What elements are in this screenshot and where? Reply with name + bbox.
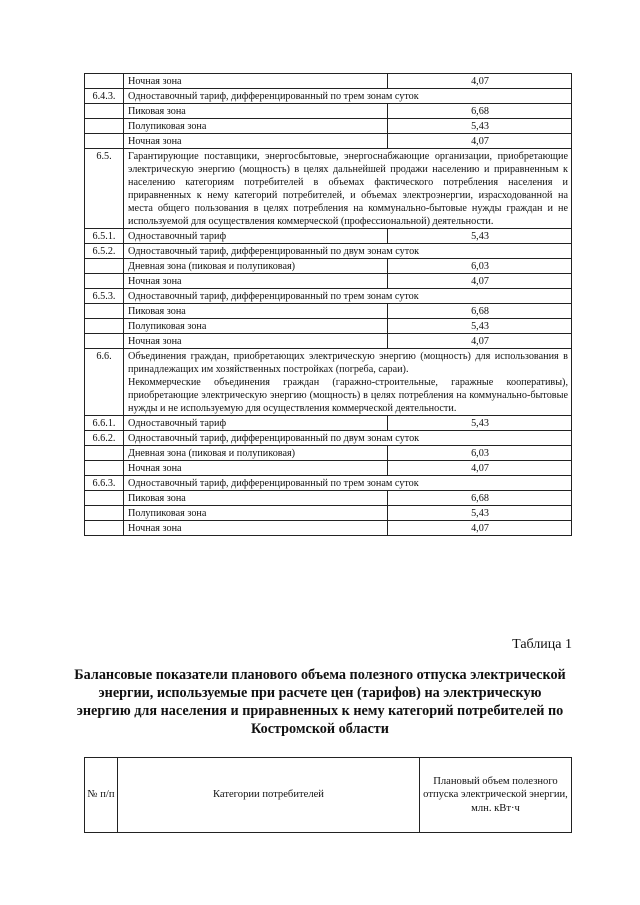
row-number: 6.5.2. — [85, 244, 124, 259]
table-row — [85, 244, 572, 259]
section-title: Балансовые показатели планового объема полезного отпуска электрической энергии, используемые при расчете цен (тарифов) на электрическую энергию для населения и приравненных к нему категорий потребителей по Костромской области — [74, 667, 566, 737]
row-label: Ночная зона — [124, 134, 388, 149]
row-number — [85, 134, 124, 149]
balance-header-row — [85, 758, 572, 833]
table-row — [85, 89, 572, 104]
table-row — [85, 119, 572, 134]
row-number — [85, 319, 124, 334]
table-row — [85, 461, 572, 476]
tariff-table-body — [85, 74, 572, 536]
row-value: 4,07 — [388, 521, 572, 536]
row-number — [85, 446, 124, 461]
row-label: Дневная зона (пиковая и полупиковая) — [124, 446, 388, 461]
table-row — [85, 134, 572, 149]
row-value: 4,07 — [388, 74, 572, 89]
row-number — [85, 461, 124, 476]
row-label: Одноставочный тариф, дифференцированный по двум зонам суток — [124, 431, 572, 446]
description-paragraph: Гарантирующие поставщики, энергосбытовые, энергоснабжающие организации, приобретающие электрическую энергию (мощность) в целях дальнейшей продажи населению и приравненным к населению категориям потребителей в объемах фактического потребления населения и приравненных к нему категорий потребителей, и объемах электроэнергии, израсходованной на места общего пользования в целях потребления на коммунально-бытовые нужды граждан и не используемой для осуществления коммерческой (профессиональной) деятельности. — [128, 151, 568, 227]
header-num: № п/п — [85, 758, 118, 833]
table-row — [85, 274, 572, 289]
row-value: 5,43 — [388, 506, 572, 521]
row-description — [124, 149, 572, 229]
table-row — [85, 446, 572, 461]
table-label: Таблица 1 — [512, 637, 572, 652]
row-label: Ночная зона — [124, 521, 388, 536]
table-row — [85, 229, 572, 244]
table-row — [85, 319, 572, 334]
row-label: Пиковая зона — [124, 491, 388, 506]
row-number: 6.6.3. — [85, 476, 124, 491]
row-number: 6.5. — [85, 149, 124, 229]
row-number: 6.6.2. — [85, 431, 124, 446]
table-row — [85, 521, 572, 536]
row-value: 6,03 — [388, 259, 572, 274]
tariff-table — [84, 73, 572, 536]
row-label: Полупиковая зона — [124, 506, 388, 521]
table-row — [85, 304, 572, 319]
row-number — [85, 521, 124, 536]
row-number — [85, 119, 124, 134]
table-row — [85, 506, 572, 521]
row-label: Пиковая зона — [124, 104, 388, 119]
table-row — [85, 334, 572, 349]
row-label: Полупиковая зона — [124, 119, 388, 134]
table-row — [85, 431, 572, 446]
row-value: 4,07 — [388, 274, 572, 289]
table-row — [85, 476, 572, 491]
row-label: Ночная зона — [124, 334, 388, 349]
row-label: Одноставочный тариф, дифференцированный по двум зонам суток — [124, 244, 572, 259]
row-number: 6.4.3. — [85, 89, 124, 104]
table-row — [85, 349, 572, 416]
table-row — [85, 491, 572, 506]
row-label: Дневная зона (пиковая и полупиковая) — [124, 259, 388, 274]
row-number: 6.5.1. — [85, 229, 124, 244]
row-value: 6,68 — [388, 304, 572, 319]
row-description — [124, 349, 572, 416]
row-value: 5,43 — [388, 416, 572, 431]
row-label: Одноставочный тариф, дифференцированный по трем зонам суток — [124, 89, 572, 104]
row-number: 6.5.3. — [85, 289, 124, 304]
row-value: 4,07 — [388, 134, 572, 149]
row-label: Одноставочный тариф — [124, 229, 388, 244]
table-row — [85, 104, 572, 119]
row-label: Ночная зона — [124, 274, 388, 289]
row-value: 4,07 — [388, 334, 572, 349]
row-number: 6.6.1. — [85, 416, 124, 431]
description-paragraph: Объединения граждан, приобретающих электрическую энергию (мощность) для использования в принадлежащих им хозяйственных постройках (погреба, сараи). — [128, 351, 568, 375]
row-value: 6,03 — [388, 446, 572, 461]
row-label: Полупиковая зона — [124, 319, 388, 334]
row-number — [85, 274, 124, 289]
row-number — [85, 74, 124, 89]
table-row — [85, 74, 572, 89]
row-label: Ночная зона — [124, 74, 388, 89]
row-label: Одноставочный тариф — [124, 416, 388, 431]
row-label: Ночная зона — [124, 461, 388, 476]
table-row — [85, 289, 572, 304]
row-value: 4,07 — [388, 461, 572, 476]
table-row — [85, 416, 572, 431]
row-number — [85, 304, 124, 319]
header-category: Категории потребителей — [118, 758, 420, 833]
row-number: 6.6. — [85, 349, 124, 416]
row-value: 6,68 — [388, 491, 572, 506]
row-value: 6,68 — [388, 104, 572, 119]
row-label: Пиковая зона — [124, 304, 388, 319]
row-label: Одноставочный тариф, дифференцированный по трем зонам суток — [124, 289, 572, 304]
row-value: 5,43 — [388, 229, 572, 244]
table-row — [85, 259, 572, 274]
description-paragraph: Некоммерческие объединения граждан (гаражно-строительные, гаражные кооперативы), приобретающие электрическую энергию (мощность) в целях потребления на коммунально-бытовые нужды и не используемую для осуществления коммерческой деятельности. — [128, 377, 568, 414]
row-number — [85, 334, 124, 349]
header-volume: Плановый объем полезного отпуска электрической энергии, млн. кВт·ч — [420, 758, 572, 833]
row-number — [85, 104, 124, 119]
row-value: 5,43 — [388, 319, 572, 334]
table-row — [85, 149, 572, 229]
row-number — [85, 259, 124, 274]
row-number — [85, 491, 124, 506]
row-number — [85, 506, 124, 521]
row-value: 5,43 — [388, 119, 572, 134]
balance-table-header — [84, 757, 572, 833]
row-label: Одноставочный тариф, дифференцированный по трем зонам суток — [124, 476, 572, 491]
